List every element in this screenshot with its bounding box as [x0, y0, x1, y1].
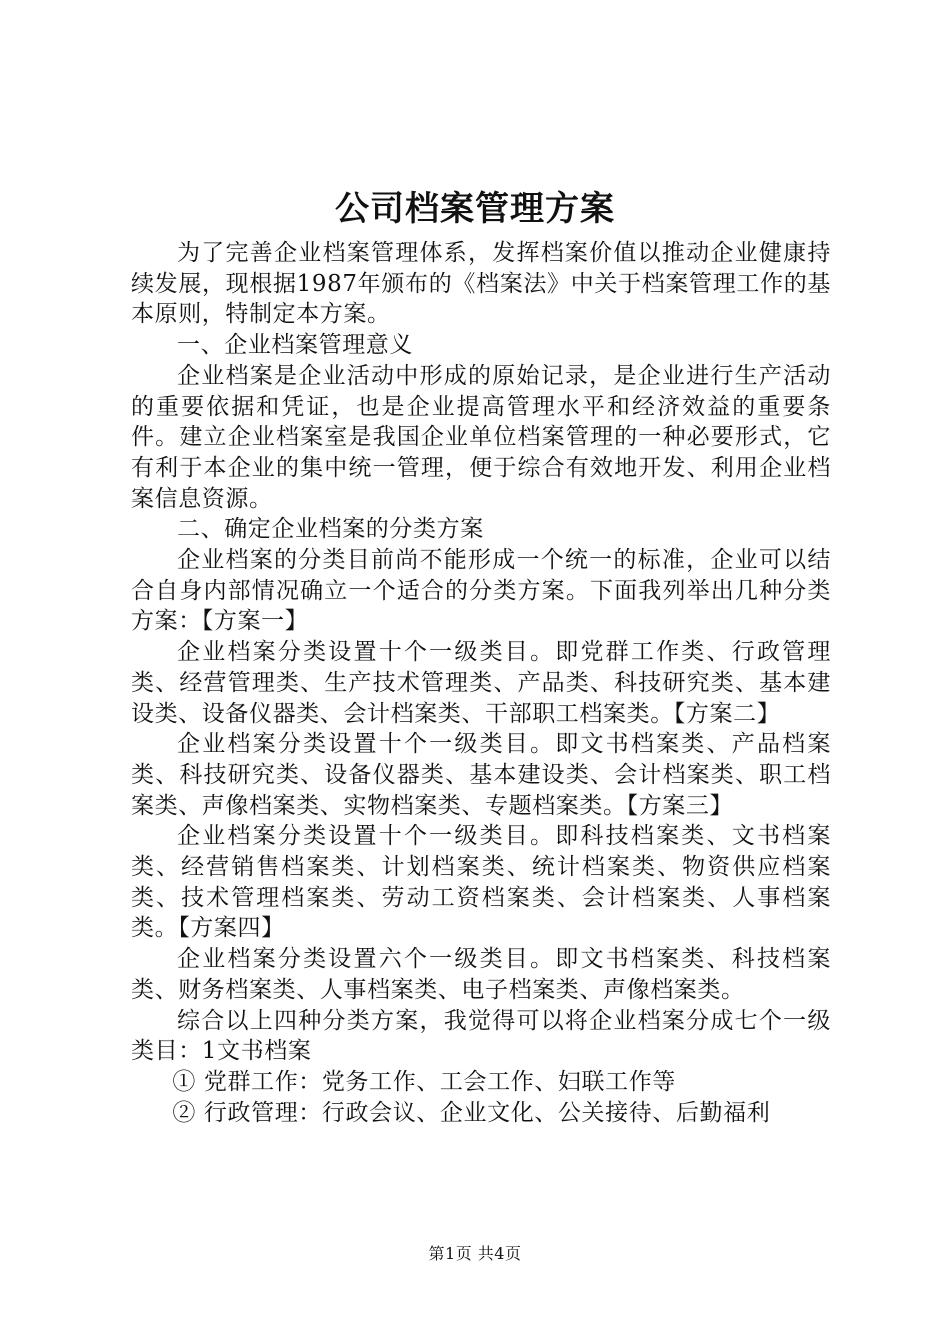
- body-paragraph: 企业档案是企业活动中形成的原始记录，是企业进行生产活动的重要依据和凭证，也是企业提高管理水平和经济效益的重要条件。建立企业档案室是我国企业单位档案管理的一种必要形式，它有利于本企业的集中统一管理，便于综合有效地开发、利用企业档案信息资源。: [131, 362, 831, 512]
- page-footer: 第1页 共4页: [428, 1244, 522, 1263]
- body-paragraph: 企业档案分类设置十个一级类目。即文书档案类、产品档案类、科技研究类、设备仪器类、基本建设类、会计档案类、职工档案类、声像档案类、实物档案类、专题档案类。【方案三】: [131, 731, 831, 819]
- section-heading-2: 二、确定企业档案的分类方案: [177, 516, 484, 543]
- list-item: ② 行政管理：行政会议、企业文化、公关接待、后勤福利: [172, 1099, 771, 1126]
- list-item: ① 党群工作：党务工作、工会工作、妇联工作等: [172, 1068, 676, 1095]
- body-paragraph: 企业档案的分类目前尚不能形成一个统一的标准，企业可以结合自身内部情况确立一个适合的分类方案。下面我列举出几种分类方案：【方案一】: [131, 547, 831, 635]
- body-paragraph: 综合以上四种分类方案，我觉得可以将企业档案分成七个一级类目：1文书档案: [131, 1007, 831, 1065]
- intro-paragraph: 为了完善企业档案管理体系，发挥档案价值以推动企业健康持续发展，现根据1987年颁布的《档案法》中关于档案管理工作的基本原则，特制定本方案。: [131, 240, 831, 328]
- body-paragraph: 企业档案分类设置十个一级类目。即科技档案类、文书档案类、经营销售档案类、计划档案类、统计档案类、物资供应档案类、技术管理档案类、劳动工资档案类、会计档案类、人事档案类。【方案四】: [131, 823, 831, 942]
- document-title: 公司档案管理方案: [335, 189, 615, 229]
- body-paragraph: 企业档案分类设置六个一级类目。即文书档案类、科技档案类、财务档案类、人事档案类、电子档案类、声像档案类。: [131, 946, 831, 1003]
- body-paragraph: 企业档案分类设置十个一级类目。即党群工作类、行政管理类、经营管理类、生产技术管理类、产品类、科技研究类、基本建设类、设备仪器类、会计档案类、干部职工档案类。【方案二】: [131, 639, 831, 727]
- section-heading-1: 一、企业档案管理意义: [177, 332, 413, 359]
- document-body: [131, 238, 831, 1128]
